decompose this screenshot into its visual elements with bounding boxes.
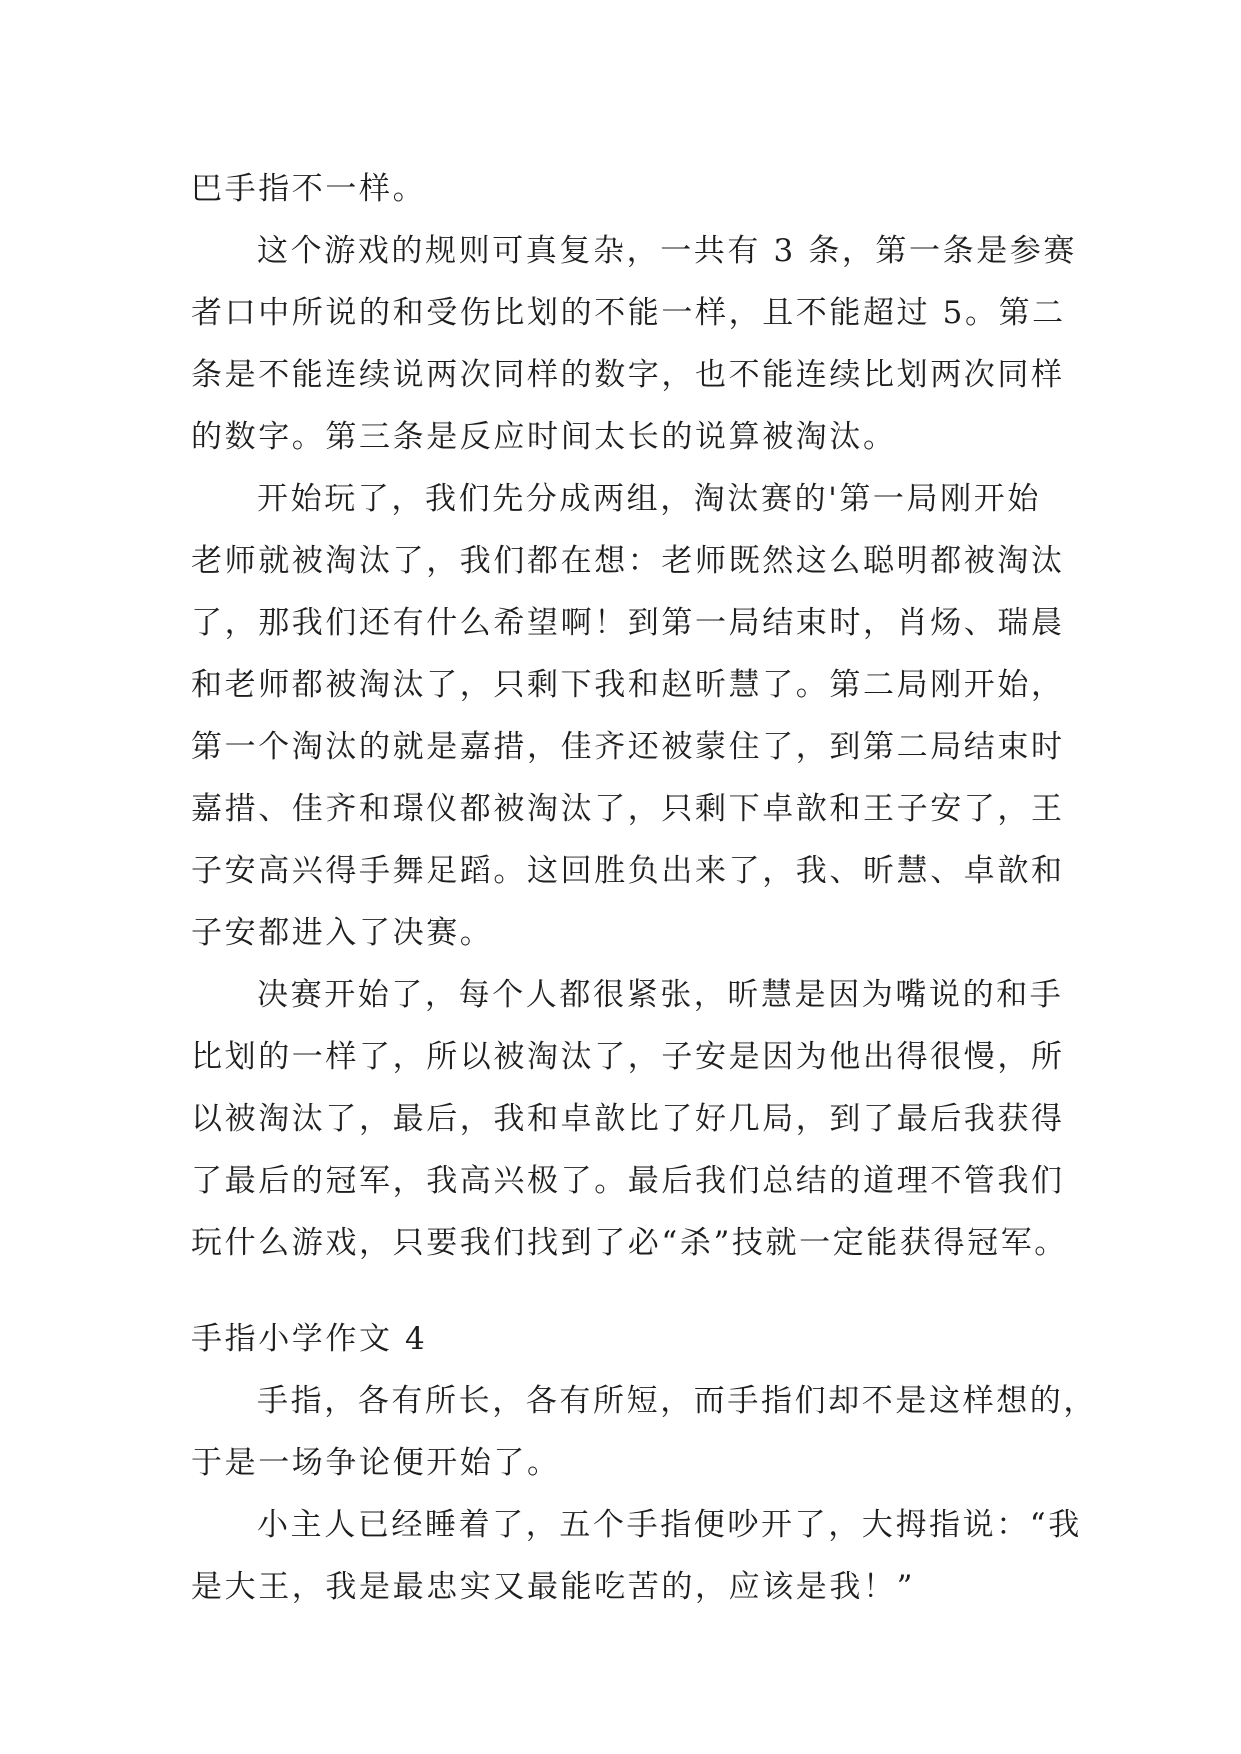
- text-line: 了最后的冠军，我高兴极了。最后我们总结的道理不管我们: [191, 1163, 1065, 1199]
- text-line: 的数字。第三条是反应时间太长的说算被淘汰。: [191, 419, 897, 455]
- text-line: 这个游戏的规则可真复杂，一共有 3 条，第一条是参赛: [257, 233, 1078, 269]
- text-line: 手指，各有所长，各有所短，而手指们却不是这样想的，: [257, 1383, 1097, 1419]
- text-line: 老师就被淘汰了，我们都在想：老师既然这么聪明都被淘汰: [191, 543, 1065, 579]
- essay-section-4-body: [191, 1370, 1097, 1618]
- text-line: 比划的一样了，所以被淘汰了，子安是因为他出得很慢，所: [191, 1039, 1065, 1075]
- text-line: 子安都进入了决赛。: [191, 915, 494, 951]
- text-line: 玩什么游戏，只要我们找到了必“杀”技就一定能获得冠军。: [191, 1225, 1068, 1261]
- text-line: 决赛开始了，每个人都很紧张，昕慧是因为嘴说的和手: [257, 977, 1064, 1013]
- text-line: 是大王，我是最忠实又最能吃苦的，应该是我！”: [191, 1569, 916, 1605]
- document-page: [191, 158, 1097, 1618]
- essay-heading: 手指小学作文 4: [191, 1321, 428, 1357]
- essay-section-3-body: [191, 158, 1078, 1274]
- text-line: 条是不能连续说两次同样的数字，也不能连续比划两次同样: [191, 357, 1065, 393]
- text-line: 巴手指不一样。: [191, 171, 427, 207]
- text-line: 第一个淘汰的就是嘉措，佳齐还被蒙住了，到第二局结束时: [191, 729, 1065, 765]
- text-line: 者口中所说的和受伤比划的不能一样，且不能超过 5。第二: [191, 295, 1066, 331]
- text-line: 嘉措、佳齐和璟仪都被淘汰了，只剩下卓歆和王子安了，王: [191, 791, 1065, 827]
- text-line: 开始玩了，我们先分成两组，淘汰赛的'第一局刚开始: [257, 481, 1041, 517]
- text-line: 小主人已经睡着了，五个手指便吵开了，大拇指说：“我: [257, 1507, 1082, 1543]
- text-line: 子安高兴得手舞足蹈。这回胜负出来了，我、昕慧、卓歆和: [191, 853, 1065, 889]
- text-line: 以被淘汰了，最后，我和卓歆比了好几局，到了最后我获得: [191, 1101, 1065, 1137]
- text-line: 了，那我们还有什么希望啊！到第一局结束时，肖炀、瑞晨: [191, 605, 1065, 641]
- text-line: 和老师都被淘汰了，只剩下我和赵昕慧了。第二局刚开始，: [191, 667, 1065, 703]
- text-line: 于是一场争论便开始了。: [191, 1445, 561, 1481]
